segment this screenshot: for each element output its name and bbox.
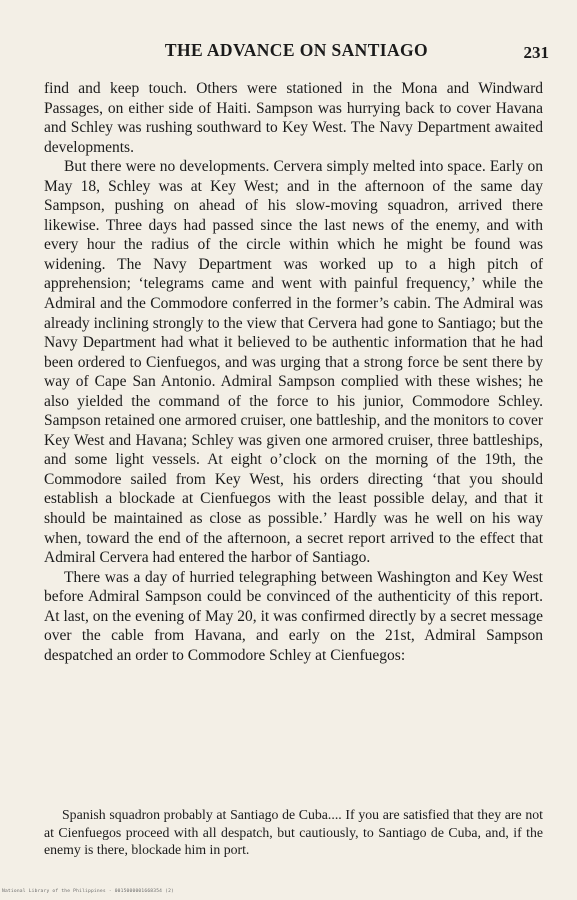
- paragraph-continued: find and keep touch. Others were stationed in the Mona and Windward Passages, on either side of Haiti. Sampson was hurrying back to cover Havana and Schley was rushing southward to Key West. The Navy Department awaited developments.: [44, 80, 543, 156]
- scan-watermark: National Library of the Philippines · 0015000001668354 (2): [2, 889, 175, 894]
- order-quotation: Spanish squadron probably at Santiago de Cuba.... If you are satisfied that they are not at Cienfuegos proceed with all despatch, but cautiously, to Santiago de Cuba, and, if the enemy is there, blockade him in port.: [44, 807, 543, 857]
- paragraph-cervera: But there were no developments. Cervera simply melted into space. Early on May 18, Schley was at Key West; and in the afternoon of the same day Sampson, pushing on ahead of his slow-moving squadron, arrived there likewise. Three days had passed since the last news of the enemy, and with every hour the radius of the circle within which he might be found was widening. The Navy Department was worked up to a high pitch of apprehension; ‘telegrams came and went with painful frequency,’ while the Admiral and the Commodore conferred in the former’s cabin. The Admiral was already inclining strongly to the view that Cervera had gone to Santiago; but the Navy Department had what it believed to be authentic information that he had been ordered to Cienfuegos, and was urging that a strong force be sent there by way of Cape San Antonio. Admiral Sampson complied with these wishes; he also yielded the command of the force to his junior, Commodore Schley. Sampson retained one armored cruiser, one battleship, and the monitors to cover Key West and Havana; Schley was given one armored cruiser, three battleships, and some light vessels. At eight o’clock on the morning of the 19th, the Commodore sailed from Key West, his orders directing ‘that you should establish a blockade at Cienfuegos with the least possible delay, and that it should be maintained as close as possible.’ Hardly was he well on his way when, toward the end of the afternoon, a secret report arrived to the effect that Admiral Cervera had entered the harbor of Santiago.: [44, 158, 543, 567]
- page-header: [44, 40, 549, 66]
- paragraph-telegraphing: There was a day of hurried telegraphing between Washington and Key West before Admiral Sampson could be convinced of the authenticity of this report. At last, on the evening of May 20, it was confirmed directly by a secret message over the cable from Havana, and early on the 21st, Admiral Sampson despatched an order to Commodore Schley at Cienfuegos:: [44, 568, 543, 664]
- running-head: THE ADVANCE ON SANTIAGO: [164, 40, 429, 60]
- body-text: [44, 79, 543, 665]
- page-number: 231: [523, 43, 549, 62]
